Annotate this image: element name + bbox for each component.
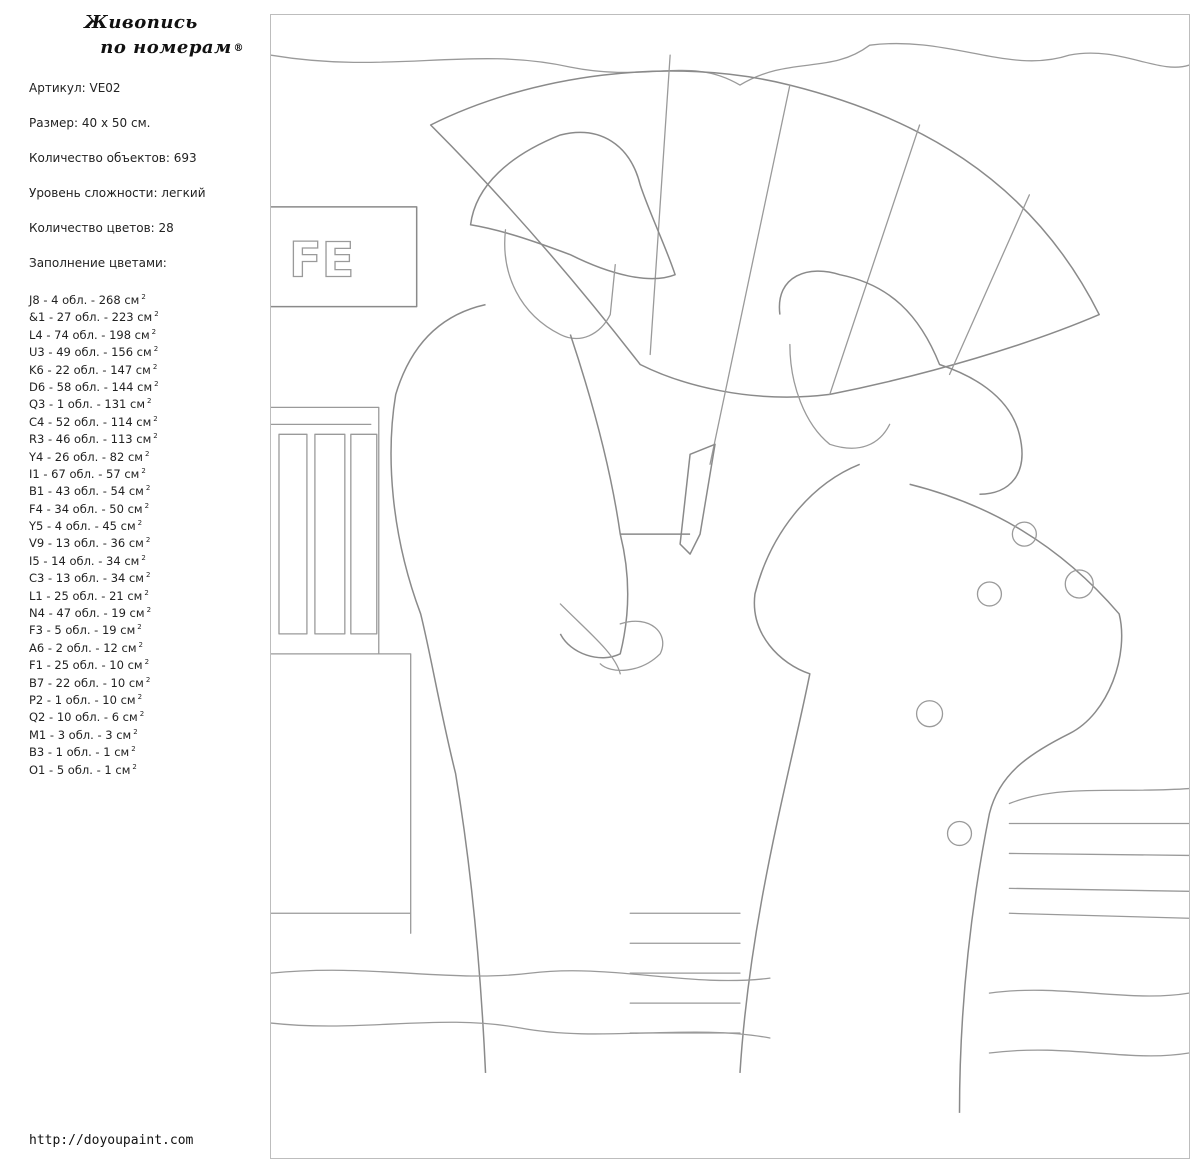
legend-row xyxy=(29,672,159,689)
legend-row-text: A6 - 2 обл. - 12 см xyxy=(29,640,137,655)
legend-row-text: U3 - 49 обл. - 156 см xyxy=(29,345,152,360)
legend-row-unit-sup: 2 xyxy=(145,571,151,580)
cafe-sign-text: FE xyxy=(288,233,355,289)
legend-row-text: I1 - 67 обл. - 57 см xyxy=(29,466,140,481)
legend-row-unit-sup: 2 xyxy=(153,432,158,441)
legend-row-text: Y4 - 26 обл. - 82 см xyxy=(29,449,143,464)
legend-row-text: L1 - 25 обл. - 21 см xyxy=(29,588,143,603)
legend-row-text: M1 - 3 обл. - 3 см xyxy=(29,727,132,742)
legend-row-text: F1 - 25 обл. - 10 см xyxy=(29,658,143,673)
legend-row-unit-sup: 2 xyxy=(147,397,152,406)
shutter-2 xyxy=(315,434,345,634)
legend-row xyxy=(29,306,159,323)
coloring-canvas xyxy=(270,14,1190,1159)
legend-row-unit-sup: 2 xyxy=(146,606,152,615)
legend-row-text: B1 - 43 обл. - 54 см xyxy=(29,484,144,499)
brand-logo xyxy=(60,10,250,60)
legend-row-unit-sup: 2 xyxy=(139,710,145,719)
building-base xyxy=(271,654,411,933)
legend-row-unit-sup: 2 xyxy=(137,519,143,528)
legend-row xyxy=(29,550,159,567)
legend-row xyxy=(29,567,159,584)
legend-row xyxy=(29,515,159,532)
building-ledge xyxy=(271,407,379,653)
legend-row-text: B7 - 22 обл. - 10 см xyxy=(29,675,144,690)
legend-row-text: Y5 - 4 обл. - 45 см xyxy=(29,519,136,534)
objects-count-label: Количество объектов: 693 xyxy=(29,151,197,165)
legend-row-unit-sup: 2 xyxy=(145,536,151,545)
legend-row-unit-sup: 2 xyxy=(131,745,136,754)
legend-row xyxy=(29,498,159,515)
legend-row xyxy=(29,428,159,445)
site-url[interactable]: http://doyoupaint.com xyxy=(29,1133,194,1148)
legend-row xyxy=(29,289,159,306)
legend-row-text: J8 - 4 обл. - 268 см xyxy=(29,293,140,307)
legend-row-unit-sup: 2 xyxy=(132,762,137,771)
legend-row xyxy=(29,393,159,410)
legend-row xyxy=(29,359,159,376)
ground-line-1 xyxy=(271,970,770,980)
legend-row xyxy=(29,741,159,758)
colors-count-label: Количество цветов: 28 xyxy=(29,221,174,235)
dress-dot-5 xyxy=(948,821,972,845)
legend-row-text: &1 - 27 обл. - 223 см xyxy=(29,310,153,325)
legend-row xyxy=(29,585,159,602)
legend-row-text: D6 - 58 обл. - 144 см xyxy=(29,379,153,394)
legend-row-unit-sup: 2 xyxy=(133,727,138,736)
man-head xyxy=(505,230,616,339)
legend-row-unit-sup: 2 xyxy=(141,293,146,301)
legend-row-unit-sup: 2 xyxy=(144,658,150,667)
woman-hair xyxy=(779,271,1022,494)
color-legend xyxy=(29,289,159,776)
legend-row xyxy=(29,724,159,741)
legend-row-unit-sup: 2 xyxy=(137,623,142,632)
legend-row xyxy=(29,463,159,480)
legend-row-text: V9 - 13 обл. - 36 см xyxy=(29,536,144,551)
legend-row-unit-sup: 2 xyxy=(153,345,159,354)
dress-dot-2 xyxy=(1065,570,1093,598)
ground-line-2 xyxy=(271,1022,770,1038)
legend-row xyxy=(29,689,159,706)
legend-row xyxy=(29,324,159,341)
size-label: Размер: 40 x 50 см. xyxy=(29,116,151,130)
umbrella-rib-3 xyxy=(830,125,920,394)
shutter-1 xyxy=(279,434,307,634)
legend-row-unit-sup: 2 xyxy=(137,692,143,701)
legend-row xyxy=(29,619,159,636)
umbrella-rib-4 xyxy=(950,195,1030,375)
legend-row xyxy=(29,602,159,619)
legend-row xyxy=(29,341,159,358)
line-art-drawing xyxy=(271,15,1189,1158)
dress-dot-3 xyxy=(977,582,1001,606)
steps xyxy=(630,913,740,1033)
dress-dot-1 xyxy=(1012,522,1036,546)
legend-row xyxy=(29,759,159,776)
umbrella-rib-1 xyxy=(710,85,790,464)
fill-heading: Заполнение цветами: xyxy=(29,256,167,270)
legend-row-unit-sup: 2 xyxy=(141,553,146,562)
legend-row xyxy=(29,376,159,393)
legend-row-unit-sup: 2 xyxy=(144,588,149,597)
sea-line xyxy=(1009,823,1189,918)
legend-row-text: Q3 - 1 обл. - 131 см xyxy=(29,397,145,412)
legend-row xyxy=(29,446,159,463)
legend-row-unit-sup: 2 xyxy=(138,640,143,649)
legend-row-text: N4 - 47 обл. - 19 см xyxy=(29,606,145,621)
legend-row-unit-sup: 2 xyxy=(152,362,158,371)
legend-row xyxy=(29,532,159,549)
man-arm xyxy=(560,604,620,674)
legend-row xyxy=(29,480,159,497)
legend-row-text: O1 - 5 обл. - 1 см xyxy=(29,762,131,777)
man-body xyxy=(391,305,690,1073)
legend-row-unit-sup: 2 xyxy=(154,379,159,388)
info-sidebar xyxy=(0,0,262,1172)
legend-row-text: F3 - 5 обл. - 19 см xyxy=(29,623,136,638)
legend-row-text: C3 - 13 обл. - 34 см xyxy=(29,571,144,586)
article-label: Артикул: VE02 xyxy=(29,81,121,95)
umbrella-canopy xyxy=(431,71,1100,397)
umbrella-rib-2 xyxy=(650,55,670,354)
dress-dot-4 xyxy=(917,701,943,727)
hill-line xyxy=(271,44,1189,86)
logo-line-2: по номерам xyxy=(100,37,232,58)
legend-row-text: Q2 - 10 обл. - 6 см xyxy=(29,710,138,725)
woman-dress xyxy=(740,464,1122,1113)
legend-row-unit-sup: 2 xyxy=(151,327,157,336)
legend-row-unit-sup: 2 xyxy=(144,449,150,458)
legend-row xyxy=(29,654,159,671)
legend-row-text: I5 - 14 обл. - 34 см xyxy=(29,553,140,568)
man-hand xyxy=(600,621,662,670)
legend-row xyxy=(29,637,159,654)
legend-row-unit-sup: 2 xyxy=(154,310,159,319)
product-meta xyxy=(29,79,206,289)
legend-row-text: L4 - 74 обл. - 198 см xyxy=(29,327,150,342)
logo-line-1: Живопись xyxy=(84,12,198,33)
man-hat xyxy=(471,132,676,278)
legend-row-text: C4 - 52 обл. - 114 см xyxy=(29,414,152,429)
horizon-line xyxy=(1009,789,1189,804)
legend-row xyxy=(29,706,159,723)
legend-row-text: K6 - 22 обл. - 147 см xyxy=(29,362,151,377)
legend-row-text: R3 - 46 обл. - 113 см xyxy=(29,432,152,447)
shutter-3 xyxy=(351,434,377,634)
legend-row-unit-sup: 2 xyxy=(141,466,146,475)
legend-row xyxy=(29,411,159,428)
difficulty-label: Уровень сложности: легкий xyxy=(29,186,206,200)
legend-row-unit-sup: 2 xyxy=(145,675,151,684)
legend-row-text: B3 - 1 обл. - 1 см xyxy=(29,745,130,760)
legend-row-unit-sup: 2 xyxy=(153,414,158,423)
ground-line-3 xyxy=(989,990,1189,1056)
registered-mark: ® xyxy=(233,43,244,54)
umbrella-shaft xyxy=(680,444,715,554)
legend-row-unit-sup: 2 xyxy=(144,501,150,510)
legend-row-text: F4 - 34 обл. - 50 см xyxy=(29,501,143,516)
legend-row-unit-sup: 2 xyxy=(145,484,151,493)
legend-row-text: P2 - 1 обл. - 10 см xyxy=(29,692,136,707)
